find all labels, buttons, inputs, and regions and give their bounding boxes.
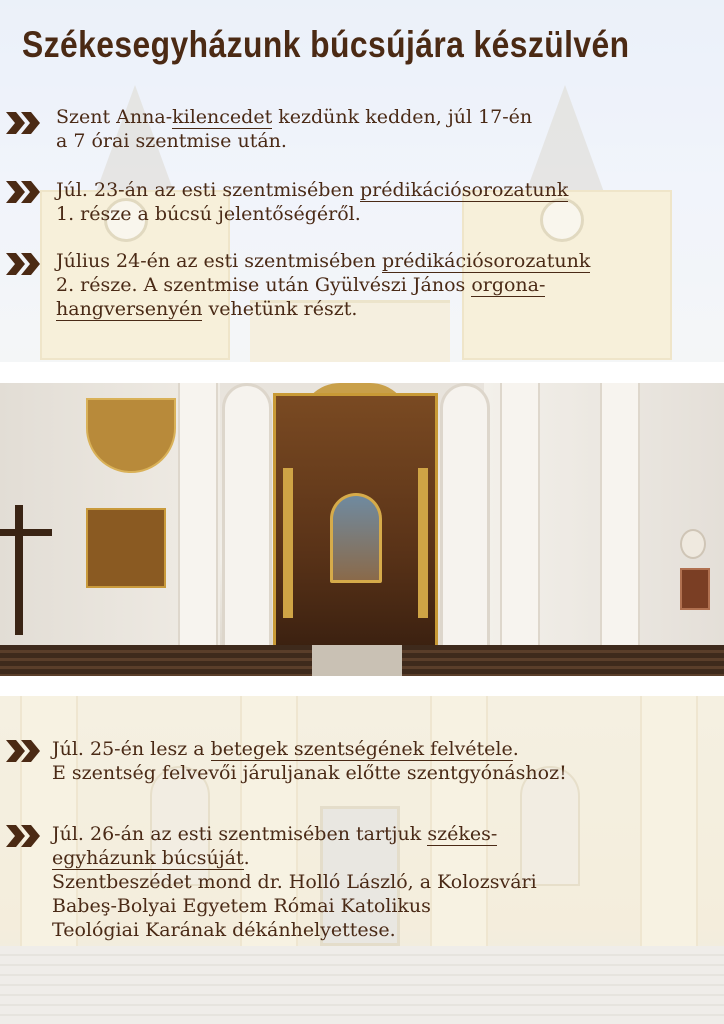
- double-chevron-right-icon: [6, 181, 42, 203]
- underlined-term: egyházunk búcsúját: [52, 847, 244, 869]
- item-4-line-1: Júl. 25-én lesz a betegek szentségének felvétele.: [52, 738, 519, 760]
- underlined-term: orgona-: [471, 274, 546, 296]
- item-1-line-2: a 7 órai szentmise után.: [56, 130, 287, 152]
- page-title: Székesegyházunk búcsújára készülvén: [22, 24, 630, 65]
- church-interior-photo: [0, 383, 724, 676]
- item-5-line-2: egyházunk búcsúját.: [52, 847, 250, 869]
- right-column: [500, 383, 540, 645]
- item-2-line-2: 1. része a búcsú jelentőségéről.: [56, 203, 361, 225]
- item-5-line-3: Szentbeszédet mond dr. Holló László, a Kolozsvári: [52, 871, 537, 893]
- aisle-floor: [312, 645, 402, 676]
- item-5-line-1: Júl. 26-án az esti szentmisében tartjuk székes-: [52, 823, 498, 845]
- underlined-term: székes-: [427, 823, 498, 845]
- double-chevron-right-icon: [6, 825, 42, 847]
- underlined-term: betegek szentségének felvétele: [210, 738, 513, 760]
- item-5-line-4: Babeş-Bolyai Egyetem Római Katolikus: [52, 895, 431, 917]
- double-chevron-right-icon: [6, 253, 42, 275]
- altar-gold-column: [418, 468, 428, 618]
- item-4-line-2: E szentség felvevői járuljanak előtte szentgyónáshoz!: [52, 762, 567, 784]
- item-3-line-1: Július 24-én az esti szentmisében prédikációsorozatunk: [56, 250, 591, 272]
- altar-painting: [330, 493, 382, 583]
- crucifix-arm: [0, 529, 52, 536]
- pulpit: [86, 508, 166, 588]
- underlined-term: hangversenyén: [56, 298, 203, 320]
- crucifix-icon: [15, 505, 23, 635]
- item-3-line-3: hangversenyén vehetünk részt.: [56, 298, 358, 320]
- left-column: [178, 383, 218, 645]
- double-chevron-right-icon: [6, 740, 42, 762]
- underlined-term: prédikációsorozatunk: [359, 179, 569, 201]
- underlined-term: kilencedet: [172, 106, 273, 128]
- double-chevron-right-icon: [6, 112, 42, 134]
- item-5-line-5: Teológiai Karának dékánhelyettese.: [52, 919, 396, 941]
- altar-gold-column: [283, 468, 293, 618]
- right-arch: [440, 383, 490, 645]
- right-pews: [402, 645, 724, 676]
- item-1-line-1: Szent Anna-kilencedet kezdünk kedden, júl 17-én: [56, 106, 533, 128]
- portrait-medallion: [680, 529, 706, 559]
- item-3-line-2: 2. része. A szentmise után Gyülvészi János orgona-: [56, 274, 546, 296]
- left-pews: [0, 645, 312, 676]
- item-2-line-1: Júl. 23-án az esti szentmisében prédikációsorozatunk: [56, 179, 569, 201]
- memorial-plaque: [680, 568, 710, 610]
- left-arch: [222, 383, 272, 645]
- underlined-term: prédikációsorozatunk: [381, 250, 591, 272]
- far-right-column: [600, 383, 640, 645]
